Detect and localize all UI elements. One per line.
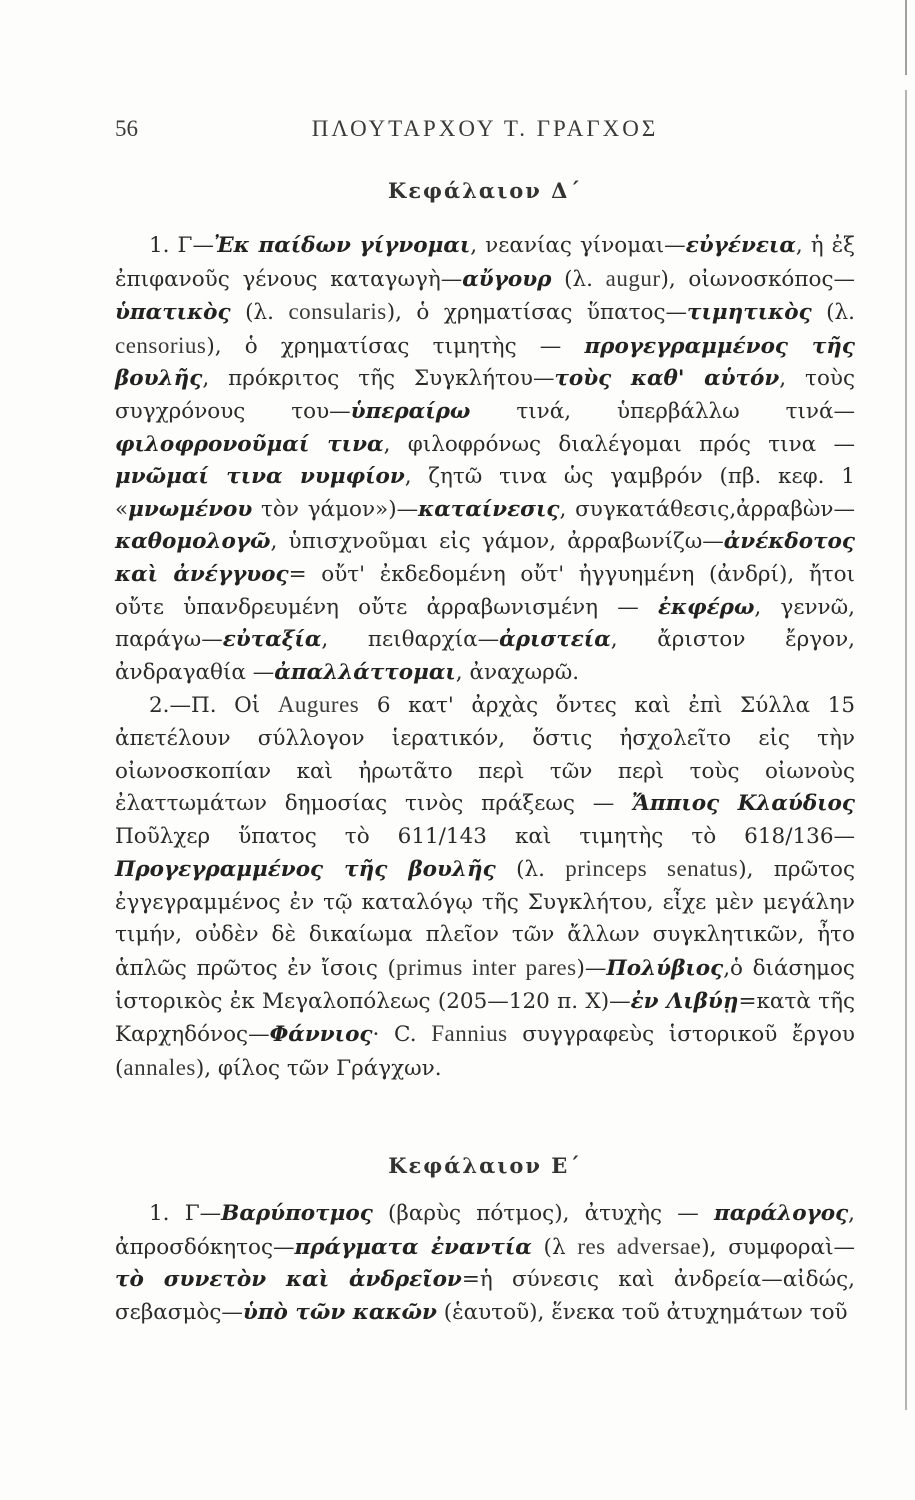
segment-emphasis: ὑπατικὸς: [115, 300, 231, 326]
segment-text: ), οἰωνοσκόπος—: [660, 266, 855, 292]
segment-text: , ἡ ἐξ ἐπιφανοῦς γένους καταγωγὴ—: [115, 233, 856, 292]
segment-emphasis: ὑπεραίρω: [350, 398, 471, 424]
segment-emphasis: τοὺς καθ' αὑτόν: [554, 366, 780, 392]
segment-text: , πρόκριτος τῆς Συγκλήτου—: [202, 366, 555, 392]
segment-emphasis: Βαρύποτμος: [221, 1201, 373, 1226]
segment-emphasis: ὑπὸ τῶν κακῶν: [242, 1299, 437, 1325]
segment-text: Ποῦλχερ ὕπατος τὸ 611/143 καὶ τιμητὴς τὸ 618/136—: [115, 823, 855, 849]
segment-text: = οὔτ' ἐκδεδομένη οὔτ' ἠγγυημένη (ἀνδρί), ἤτοι οὔτε ὑπανδρευμένη οὔτε ἀρραβωνισμένη —: [115, 561, 855, 620]
segment-text: συγγραφεὺς ἱστορικοῦ ἔργου (: [115, 1022, 855, 1081]
segment-emphasis: Ἄππιος Κλαύδιος: [631, 791, 855, 817]
segment-latin-term: censorius: [115, 332, 207, 358]
segment-latin-term: augur: [605, 265, 661, 291]
segment-text: ), συμφοραὶ—: [701, 1234, 855, 1260]
segment-text: τινά, ὑπερβάλλω τινά—: [470, 398, 856, 424]
segment-emphasis: ἀριστεία: [499, 627, 611, 653]
segment-text: τὸν γάμον»)—: [252, 496, 419, 522]
segment-emphasis: τὸ συνετὸν καὶ ἀνδρεῖον: [115, 1267, 462, 1293]
segment-latin-term: Augures: [277, 692, 360, 718]
segment-emphasis: Προγεγραμμένος τῆς βουλῆς: [115, 857, 496, 883]
segment-emphasis: ἀνέκδοτος καὶ ἀνέγγυος: [115, 529, 855, 587]
segment-text: ), φίλος τῶν Γράγχων.: [195, 1055, 442, 1081]
segment-text: ), ὁ χρηματίσας ὕπατος—: [386, 300, 688, 326]
segment-emphasis: φιλοφρονοῦμαί τινα: [115, 431, 384, 457]
segment-text: (λ: [531, 1234, 578, 1260]
segment-latin-term: primus inter pares: [395, 955, 577, 981]
segment-text: )—: [576, 956, 607, 982]
segment-text: 1. Γ—: [149, 1201, 222, 1226]
segment-emphasis: Ἐκ παίδων γίγνομαι: [213, 233, 471, 258]
segment-text: , ἀπροσδόκητος—: [115, 1201, 856, 1260]
segment-text: ), ὁ χρηματίσας τιμητὴς —: [206, 333, 585, 359]
segment-emphasis: Πολύβιος: [606, 956, 724, 982]
segment-text: , ἀναχωρῶ.: [455, 659, 580, 685]
segment-text: (ἑαυτοῦ), ἕνεκα τοῦ ἀτυχημάτων τοῦ: [436, 1299, 848, 1325]
segment-text: , ζητῶ τινα ὡς γαμβρόν (πβ. κεφ. 1 «: [115, 464, 855, 522]
segment-text: =ἡ σύνεσις καὶ ἀνδρεία—αἰδώς, σεβασμὸς—: [115, 1267, 855, 1325]
segment-text: 1. Γ—: [149, 233, 214, 258]
segment-emphasis: προγεγραμμένος τῆς βουλῆς: [115, 333, 856, 392]
segment-text: (λ.: [230, 300, 289, 326]
segment-text: , ἄριστον ἔργον, ἀνδραγαθία —: [115, 627, 855, 685]
segment-latin-term: annales: [123, 1054, 196, 1080]
segment-emphasis: Φάννιος: [269, 1022, 373, 1048]
segment-text: , φιλοφρόνως διαλέγομαι πρός τινα —: [383, 431, 855, 457]
segment-text: ,ὁ διάσημος ἱστορικὸς ἐκ Μεγαλοπόλεως (205—120 π. Χ)—: [115, 956, 855, 1014]
segment-text: · C.: [372, 1022, 432, 1048]
segment-emphasis: αὔγουρ: [462, 266, 552, 292]
segment-text: , νεανίας γίνομαι—: [470, 233, 686, 258]
segment-latin-term: princeps senatus: [565, 856, 739, 882]
segment-emphasis: καταίνεσις: [418, 496, 560, 522]
segment-text: (λ.: [811, 300, 855, 326]
segment-text: , ὑπισχνοῦμαι εἰς γάμον, ἀρραβωνίζω—: [270, 529, 724, 555]
segment-latin-term: Fannius: [431, 1021, 508, 1047]
page-edge-line: [905, 0, 907, 1500]
segment-emphasis: πράγματα ἐναντία: [294, 1234, 532, 1260]
running-head: [115, 116, 855, 150]
segment-text: , συγκατάθεσις,ἀρραβὼν—: [559, 496, 856, 522]
segment-emphasis: εὐγένεια: [685, 233, 796, 258]
segment-text: 2.—Π. Οἱ: [149, 693, 278, 719]
chapter-5-body: [115, 1198, 855, 1329]
segment-emphasis: τιμητικὸς: [687, 300, 812, 326]
segment-emphasis: μνῶμαί τινα νυμφίον: [115, 464, 405, 490]
running-title: ΠΛΟΥΤΑΡΧΟΥ Τ. ΓΡΑΓΧΟΣ: [311, 116, 659, 141]
segment-latin-term: res adversae: [577, 1233, 702, 1259]
chapter-4-body: [115, 230, 855, 1085]
segment-emphasis: ἀπαλλάττομαι: [274, 659, 456, 685]
segment-emphasis: ἐκφέρω: [657, 594, 755, 620]
segment-text: ), πρῶτος ἐγγεγραμμένος ἐν τῷ καταλόγῳ τῆς Συγκλήτου, εἶχε μὲν μεγάλην τιμήν, οὐδὲν δὲ δικαίωμα πλεῖον τῶν ἄλλων συγκλητικῶν, ἦτο ἁπλῶς πρῶτος ἐν ἴσοις (: [115, 857, 855, 982]
segment-latin-term: consularis: [288, 299, 387, 325]
segment-text: 6 κατ' ἀρχὰς ὄντες καὶ ἐπὶ Σύλλα 15 ἀπετέλουν σύλλογον ἱερατικόν, ὅστις ἠσχολεῖτο εἰς τὴν οἰωνοσκοπίαν καὶ ἠρωτᾶτο περὶ τῶν περὶ τοὺς οἰωνοὺς ἐλαττωμάτων δημοσίας τινὸς πράξεως —: [115, 693, 855, 817]
segment-emphasis: παράλογος: [714, 1201, 849, 1226]
segment-emphasis: εὐταξία: [222, 627, 322, 653]
segment-text: (βαρὺς πότμος), ἀτυχὴς —: [372, 1201, 714, 1226]
chapter-5-paragraph-1: [115, 1198, 855, 1329]
segment-emphasis: μνωμένου: [128, 496, 253, 522]
chapter-5-heading: Κεφάλαιον Ε΄: [388, 1153, 582, 1178]
segment-emphasis: ἐν Λιβύῃ: [630, 988, 739, 1014]
segment-emphasis: καθομολογῶ: [115, 529, 271, 555]
chapter-4-paragraph-2: [115, 689, 855, 1085]
segment-text: , γεννῶ, παράγω—: [115, 594, 855, 653]
segment-text: , πειθαρχία—: [321, 627, 500, 653]
segment-text: (λ.: [495, 857, 566, 883]
chapter-4-paragraph-1: [115, 230, 855, 689]
chapter-4-heading: Κεφάλαιον Δ΄: [388, 178, 582, 203]
page-number: 56: [115, 116, 138, 141]
segment-text: , τοὺς συγχρόνους του—: [115, 366, 856, 424]
segment-text: =κατὰ τῆς Καρχηδόνος—: [115, 988, 855, 1048]
segment-text: (λ.: [551, 266, 606, 292]
